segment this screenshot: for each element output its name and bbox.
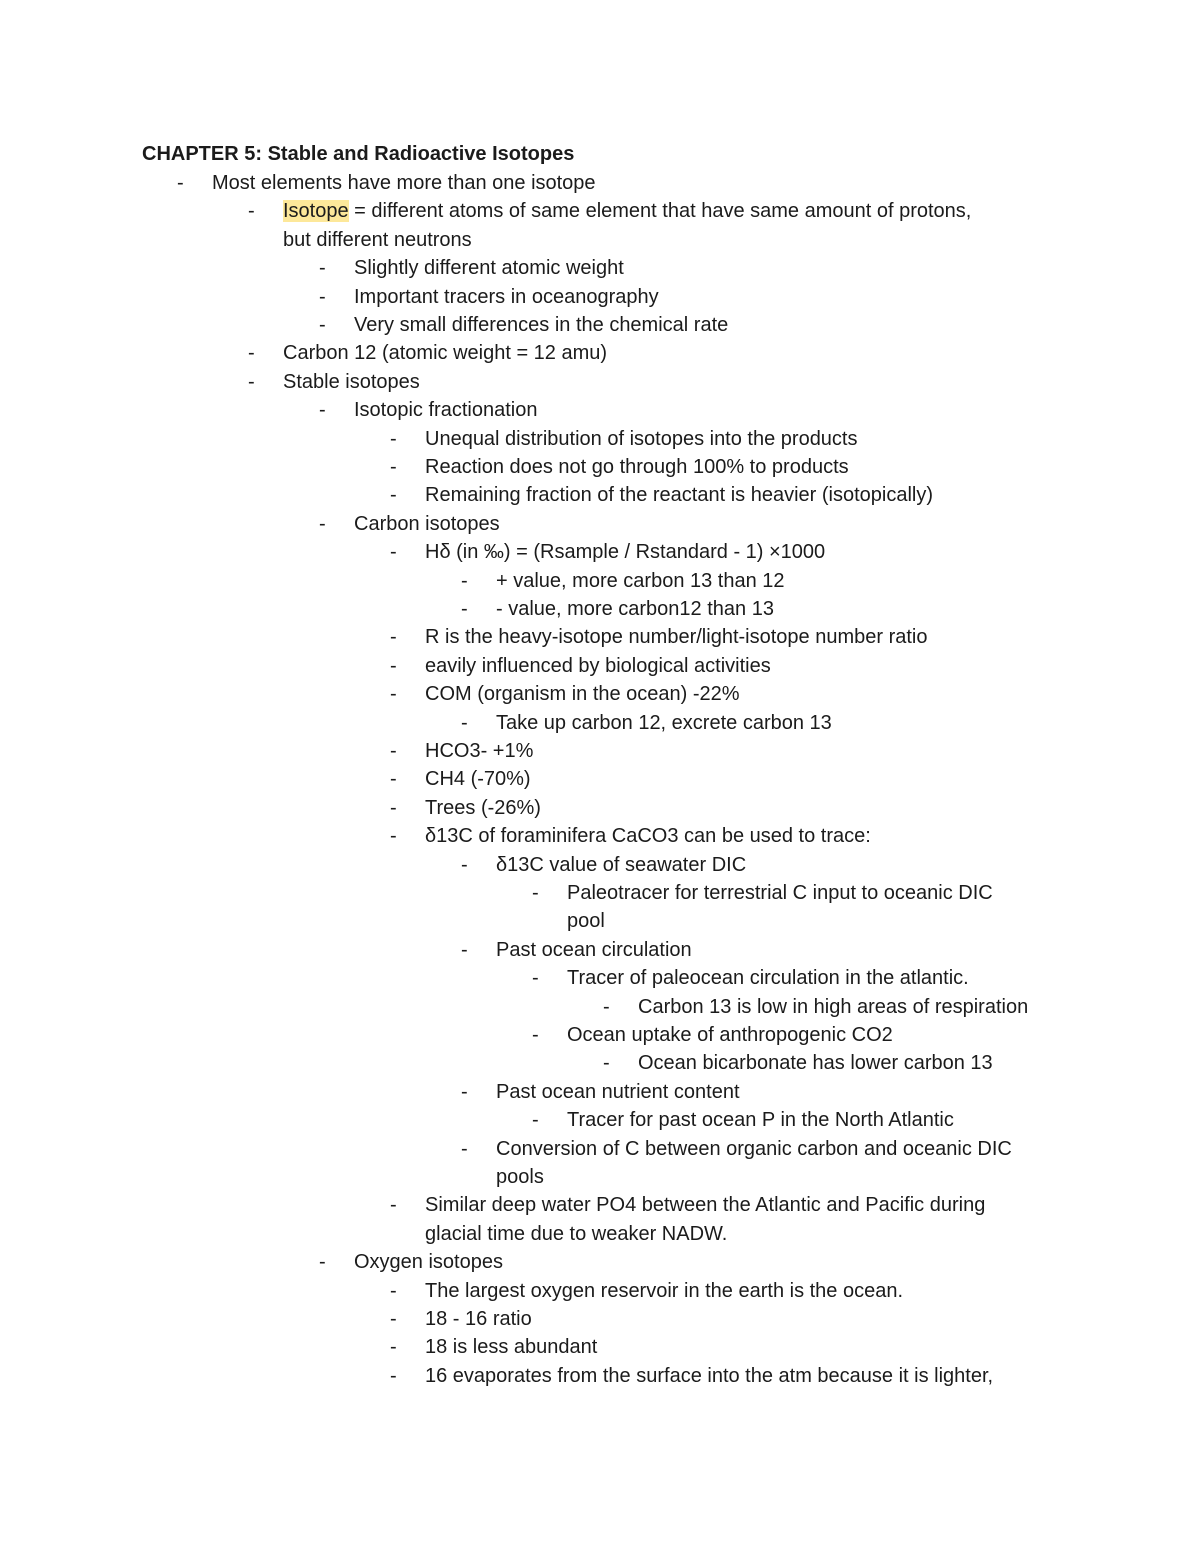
bullet-dash: -: [390, 456, 397, 478]
bullet-dash: -: [319, 399, 326, 422]
outline-item-text: 16 evaporates from the surface into the atm because it is lighter,: [425, 1364, 994, 1387]
bullet-dash: -: [461, 853, 468, 876]
outline-item-text: glacial time due to weaker NADW.: [425, 1222, 728, 1245]
outline-item-text: Take up carbon 12, excrete carbon 13: [496, 711, 832, 734]
outline-item-text: Paleotracer for terrestrial C input to oceanic DIC: [567, 882, 993, 904]
bullet-dash: -: [390, 740, 397, 762]
outline-item: [283, 370, 420, 394]
outline-item-text: δ13C of foraminifera CaCO3 can be used to trace:: [425, 825, 871, 848]
outline-item-text: Similar deep water PO4 between the Atlantic and Pacific during: [425, 1194, 986, 1217]
outline-item-text: Ocean uptake of anthropogenic CO2: [567, 1024, 893, 1046]
outline-item: [425, 767, 531, 791]
outline-item: [425, 455, 849, 479]
outline-item-text: Past ocean nutrient content: [496, 1080, 740, 1103]
bullet-dash: -: [461, 1137, 468, 1160]
outline-item-text: Oxygen isotopes: [354, 1251, 503, 1274]
bullet-dash: -: [390, 796, 397, 819]
outline-item: [567, 881, 993, 905]
outline-item: [496, 938, 692, 962]
outline-item: [354, 256, 624, 280]
bullet-dash: -: [390, 484, 397, 507]
outline-item: [425, 1307, 532, 1331]
bullet-dash: -: [603, 1052, 610, 1075]
outline-item-text: + value, more carbon 13 than 12: [496, 569, 785, 592]
outline-item-text: Important tracers in oceanography: [354, 285, 659, 308]
bullet-dash: -: [603, 995, 610, 1018]
outline-item-text: Slightly different atomic weight: [354, 257, 624, 280]
outline-item-text: Past ocean circulation: [496, 938, 692, 961]
outline-item: [425, 796, 541, 820]
bullet-dash: -: [390, 768, 397, 791]
outline-item-text: pool: [567, 910, 605, 933]
bullet-dash: -: [390, 626, 397, 649]
outline-item-text: pools: [496, 1166, 544, 1188]
outline-item: [425, 1279, 903, 1303]
bullet-dash: -: [461, 598, 468, 620]
outline-item: [638, 995, 1028, 1019]
outline-item: [567, 1108, 954, 1132]
outline-item: [354, 1250, 503, 1274]
outline-item: [425, 540, 825, 564]
bullet-dash: -: [248, 342, 255, 365]
outline-item-text: HCO3- +1%: [425, 740, 534, 762]
outline-item: [425, 1193, 985, 1217]
outline-item-text: Tracer of paleocean circulation in the atlantic.: [567, 967, 969, 990]
outline-item: [496, 853, 746, 877]
outline-item: [567, 1023, 893, 1047]
outline-item-text: Carbon isotopes: [354, 512, 500, 535]
outline-item: [638, 1051, 993, 1075]
outline-item-text: Stable isotopes: [283, 370, 420, 393]
outline-item-text: Carbon 13 is low in high areas of respiration: [638, 995, 1029, 1018]
bullet-dash: -: [532, 1024, 539, 1046]
bullet-dash: -: [461, 569, 468, 592]
outline-item-text: Very small differences in the chemical rate: [354, 314, 729, 336]
outline-item-text: Ocean bicarbonate has lower carbon 13: [638, 1052, 993, 1075]
bullet-dash: -: [390, 427, 397, 450]
outline-item: [425, 1335, 597, 1359]
outline-item-text: but different neutrons: [283, 228, 472, 251]
outline-item-text: - value, more carbon12 than 13: [496, 598, 774, 620]
outline-item-text: Tracer for past ocean P in the North Atlantic: [567, 1109, 954, 1132]
outline-item-text: Hδ (in ‰) = (Rsample / Rstandard - 1) ×1000: [425, 541, 826, 564]
outline-item-text: Isotopic fractionation: [354, 399, 538, 422]
bullet-dash: -: [319, 314, 326, 336]
outline-item: [496, 569, 785, 593]
highlighted-term: Isotope: [283, 200, 349, 223]
outline-line-continuation: [425, 1222, 727, 1246]
outline-item: [425, 1364, 993, 1388]
bullet-dash: -: [390, 1308, 397, 1330]
bullet-dash: -: [532, 967, 539, 990]
outline-item-text: COM (organism in the ocean) -22%: [425, 683, 740, 706]
outline-item: [354, 313, 728, 337]
bullet-dash: -: [390, 825, 397, 848]
outline-item-text: eavily influenced by biological activities: [425, 654, 771, 677]
outline-item-text: 18 - 16 ratio: [425, 1308, 532, 1330]
outline-item-text: δ13C value of seawater DIC: [496, 853, 747, 876]
outline-line-continuation: [283, 228, 472, 252]
bullet-dash: -: [248, 370, 255, 393]
bullet-dash: -: [461, 711, 468, 734]
outline-item: [354, 285, 659, 309]
outline-item-text: Unequal distribution of isotopes into the products: [425, 427, 858, 450]
outline-item: [425, 483, 933, 507]
outline-line-continuation: [567, 909, 605, 933]
outline-item-text: CH4 (-70%): [425, 768, 531, 791]
outline-item: [283, 341, 607, 365]
bullet-dash: -: [390, 1364, 397, 1387]
outline-item: [496, 1080, 740, 1104]
outline-item: [354, 512, 500, 536]
outline-item: [496, 597, 774, 621]
outline-item-text: Trees (-26%): [425, 796, 541, 819]
bullet-dash: -: [390, 1279, 397, 1302]
outline-item-text: Most elements have more than one isotope: [212, 172, 596, 194]
outline-item-text: The largest oxygen reservoir in the earth is the ocean.: [425, 1279, 904, 1302]
outline-item: [567, 966, 969, 990]
bullet-dash: -: [390, 683, 397, 706]
outline-item-text: Reaction does not go through 100% to products: [425, 456, 849, 478]
outline-item: [425, 625, 927, 649]
outline-line-continuation: [496, 1165, 544, 1189]
bullet-dash: -: [390, 1194, 397, 1217]
outline-item: [425, 824, 871, 848]
outline-item-text: Conversion of C between organic carbon and oceanic DIC: [496, 1137, 1012, 1160]
outline-item-text: Remaining fraction of the reactant is heavier (isotopically): [425, 484, 934, 507]
outline-item: [425, 682, 740, 706]
bullet-dash: -: [319, 285, 326, 308]
outline-item-text: Carbon 12 (atomic weight = 12 amu): [283, 342, 608, 365]
outline-item-text: = different atoms of same element that have same amount of protons,: [348, 200, 972, 223]
outline-item: [283, 199, 971, 223]
bullet-dash: -: [390, 1336, 397, 1359]
outline-item: [354, 398, 537, 422]
bullet-dash: -: [390, 541, 397, 564]
bullet-dash: -: [319, 512, 326, 535]
outline-item: [496, 711, 832, 735]
outline-item: [496, 1137, 1012, 1161]
bullet-dash: -: [532, 1109, 539, 1132]
bullet-dash: -: [177, 172, 184, 194]
outline-item: [425, 427, 858, 451]
bullet-dash: -: [319, 1251, 326, 1274]
outline-item-text: 18 is less abundant: [425, 1336, 598, 1359]
outline-item: [212, 171, 596, 195]
bullet-dash: -: [248, 200, 255, 223]
outline-item: [425, 654, 771, 678]
bullet-dash: -: [390, 654, 397, 677]
bullet-dash: -: [319, 257, 326, 280]
bullet-dash: -: [461, 938, 468, 961]
outline-item-text: R is the heavy-isotope number/light-isotope number ratio: [425, 626, 928, 649]
outline-item: [425, 739, 533, 763]
bullet-dash: -: [532, 882, 539, 904]
chapter-title: CHAPTER 5: Stable and Radioactive Isotopes: [142, 143, 575, 165]
bullet-dash: -: [461, 1080, 468, 1103]
